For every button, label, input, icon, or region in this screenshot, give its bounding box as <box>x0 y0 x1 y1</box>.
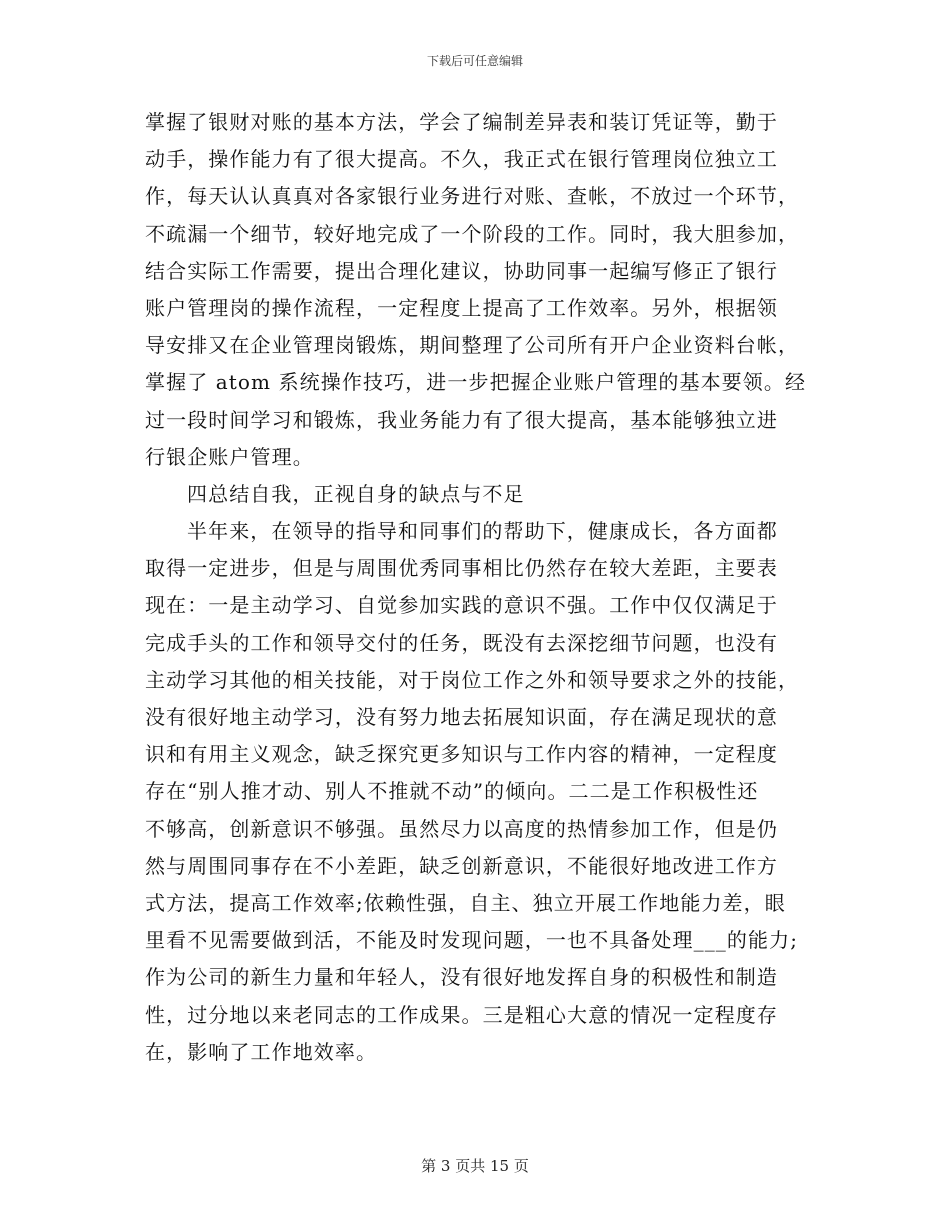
text-line: 里看不见需要做到活，不能及时发现问题，一也不具备处理___的能力; <box>145 928 799 953</box>
text-line: 式方法，提高工作效率;依赖性强，自主、独立开展工作地能力差，眼 <box>145 890 786 915</box>
text-line: 没有很好地主动学习，没有努力地去拓展知识面，存在满足现状的意 <box>145 705 778 729</box>
text-line: 在，影响了工作地效率。 <box>145 1039 378 1064</box>
text-line: 半年来，在领导的指导和同事们的帮助下，健康成长，各方面都 <box>187 519 778 544</box>
text-line: 作，每天认认真真对各家银行业务进行对账、查帐，不放过一个环节， <box>145 184 800 209</box>
text-line: 然与周围同事存在不小差距，缺乏创新意识，不能很好地改进工作方 <box>145 853 778 878</box>
text-line: 主动学习其他的相关技能，对于岗位工作之外和领导要求之外的技能， <box>145 667 800 692</box>
text-line: 不够高，创新意识不够强。虽然尽力以高度的热情参加工作，但是仍 <box>145 816 778 841</box>
page-header-note: 下载后可任意编辑 <box>426 54 523 68</box>
text-line: 动手，操作能力有了很大提高。不久，我正式在银行管理岗位独立工 <box>145 147 778 172</box>
text-line: 掌握了银财对账的基本方法，学会了编制差异表和装订凭证等，勤于 <box>145 110 778 134</box>
text-line: 导安排又在企业管理岗锻炼，期间整理了公司所有开户企业资料台帐， <box>145 333 800 358</box>
text-line: 识和有用主义观念，缺乏探究更多知识与工作内容的精神，一定程度 <box>145 742 778 767</box>
text-line: 取得一定进步，但是与周围优秀同事相比仍然存在较大差距，主要表 <box>145 556 778 581</box>
text-line: 存在“别人推才动、别人不推就不动”的倾向。二二是工作积极性还 <box>145 779 759 804</box>
text-line: 完成手头的工作和领导交付的任务，既没有去深挖细节问题，也没有 <box>145 630 778 655</box>
text-line: 性，过分地以来老同志的工作成果。三是粗心大意的情况一定程度存 <box>145 1002 778 1027</box>
text-line: 不疏漏一个细节，较好地完成了一个阶段的工作。同时，我大胆参加， <box>145 221 800 246</box>
text-line: 账户管理岗的操作流程，一定程度上提高了工作效率。另外，根据领 <box>145 295 778 320</box>
document-body <box>145 104 805 1071</box>
text-line: 作为公司的新生力量和年轻人，没有很好地发挥自身的积极性和制造 <box>145 965 778 990</box>
text-line: 掌握了 atom 系统操作技巧，进一步把握企业账户管理的基本要领。经 <box>145 370 807 395</box>
text-line: 结合实际工作需要，提出合理化建议，协助同事一起编写修正了银行 <box>145 258 778 283</box>
text-line: 过一段时间学习和锻炼，我业务能力有了很大提高，基本能够独立进 <box>145 407 778 432</box>
text-line: 行银企账户管理。 <box>145 444 314 469</box>
text-line: 现在：一是主动学习、自觉参加实践的意识不强。工作中仅仅满足于 <box>145 593 778 618</box>
text-line: 四总结自我，正视自身的缺点与不足 <box>187 481 525 506</box>
page-number: 第 3 页共 15 页 <box>421 1157 529 1175</box>
